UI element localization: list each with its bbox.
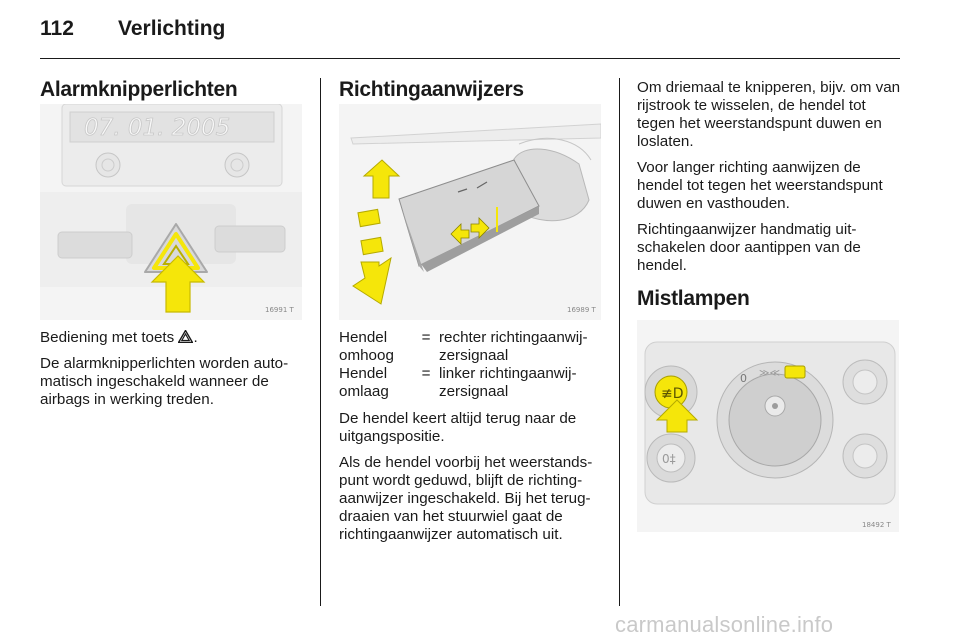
table-row [339, 329, 607, 365]
section-heading-fog-lamps: Mistlampen [637, 287, 750, 310]
page-number: 112 [40, 17, 74, 40]
svg-text:≢D: ≢D [661, 386, 684, 402]
paragraph: Voor langer richting aanwijzen de hendel tot tegen het weerstandspunt duwen en vasthouden. [637, 159, 883, 212]
fog-lamp-switch-figure [637, 320, 899, 532]
clock-display-text: 07. 01. 2005 [84, 115, 231, 141]
paragraph: Om driemaal te knipperen, bijv. om van rijstrook te wisselen, de hendel tot tegen het weerstandspunt duwen en loslaten. [637, 79, 901, 150]
punctuation: . [193, 329, 198, 346]
figure-code: 16989 T [567, 306, 596, 314]
description-cell: linker richtingaanwij-zersignaal [439, 365, 577, 400]
lever-direction-table [339, 329, 607, 401]
paragraph: De hendel keert altijd terug naar de uitgangspositie. [339, 410, 577, 445]
section-heading-turn-signals: Richtingaanwijzers [339, 78, 524, 101]
dial-zero-label: 0 [740, 372, 747, 385]
description-cell: rechter richtingaanwij-zersignaal [439, 329, 588, 364]
turn-signal-figure [339, 104, 601, 320]
paragraph: Als de hendel voorbij het weerstands-punt wordt geduwd, blijft de richting-aanwijzer ingeschakeld. Bij het terug-draaien van het stuurwiel gaat de richtingaanwijzer automatisch uit. [339, 454, 593, 543]
separator-cell: = [421, 365, 431, 382]
paragraph: De alarmknipperlichten worden auto-matisch ingeschakeld wanneer de airbags in werking treden. [40, 355, 289, 408]
table-row [339, 365, 607, 401]
section-heading-hazard: Alarmknipperlichten [40, 78, 238, 101]
svg-text:≫≪: ≫≪ [759, 368, 780, 379]
chapter-title: Verlichting [118, 17, 226, 40]
hazard-warning-icon [178, 330, 193, 343]
figure-code: 16991 T [265, 306, 294, 314]
separator-cell: = [421, 329, 431, 346]
light-switch-illustration [637, 320, 899, 532]
hazard-text: Bediening met toets [40, 329, 175, 346]
turn-signal-lever-illustration [339, 104, 601, 320]
paragraph: Richtingaanwijzer handmatig uit-schakelen door aantippen van de hendel. [637, 221, 861, 274]
watermark: carmanualsonline.info [615, 612, 834, 637]
header-rule [40, 58, 900, 59]
paragraph [40, 329, 310, 347]
term-cell: Hendel omhoog [339, 329, 394, 364]
column-divider [619, 78, 620, 606]
term-cell: Hendel omlaag [339, 365, 389, 400]
hazard-switch-figure [40, 104, 302, 320]
figure-code: 18492 T [862, 521, 891, 529]
column-divider [320, 78, 321, 606]
hazard-switch-illustration [40, 104, 302, 320]
svg-text:0‡: 0‡ [662, 452, 676, 466]
